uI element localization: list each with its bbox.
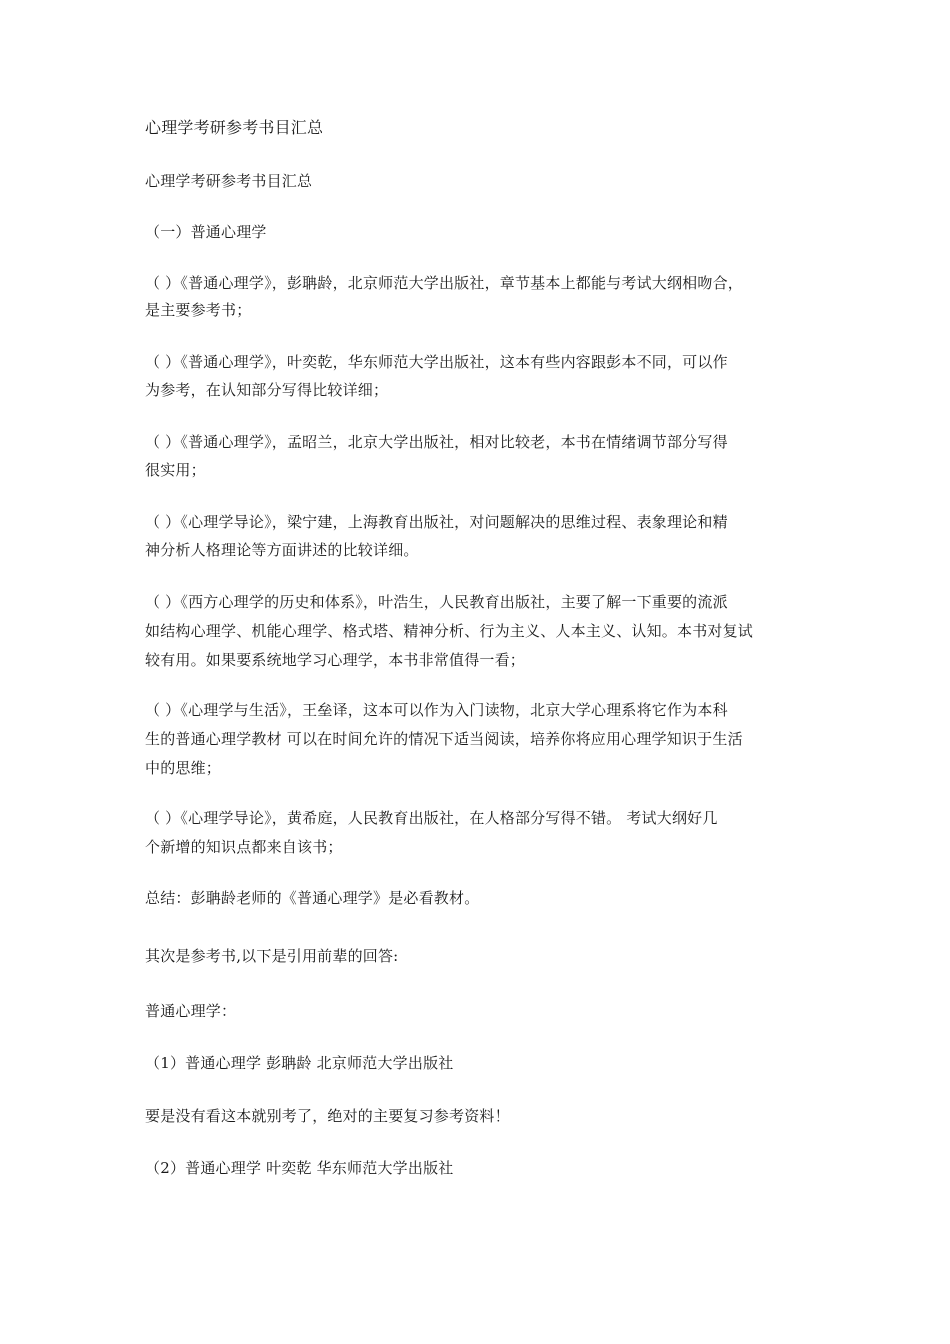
list-item-line: 个新增的知识点都来自该书； <box>145 838 343 856</box>
document-title: 心理学考研参考书目汇总 <box>145 118 324 137</box>
reference-note: 要是没有看这本就别考了，绝对的主要复习参考资料！ <box>145 1107 510 1125</box>
document-subtitle: 心理学考研参考书目汇总 <box>145 172 313 190</box>
list-item-line: （ ）《心理学与生活》，王垒译，这本可以作为入门读物，北京大学心理系将它作为本科 <box>145 701 728 719</box>
list-item-line: 为参考，在认知部分写得比较详细； <box>145 381 389 399</box>
list-item-line: （ ）《心理学导论》，黄希庭，人民教育出版社，在人格部分写得不错。 考试大纲好几 <box>145 809 718 827</box>
list-item-line: 较有用。如果要系统地学习心理学，本书非常值得一看； <box>145 651 526 669</box>
reference-item: （1）普通心理学 彭聃龄 北京师范大学出版社 <box>145 1054 454 1072</box>
list-item-line: （ ）《心理学导论》，梁宁建，上海教育出版社，对问题解决的思维过程、表象理论和精 <box>145 513 728 531</box>
section-heading: （一）普通心理学 <box>145 223 267 241</box>
reference-item: （2）普通心理学 叶奕乾 华东师范大学出版社 <box>145 1159 454 1177</box>
list-item-line: 生的普通心理学教材 可以在时间允许的情况下适当阅读，培养你将应用心理学知识于生活 <box>145 730 743 748</box>
list-item-line: （ ）《普通心理学》，孟昭兰，北京大学出版社，相对比较老，本书在情绪调节部分写得 <box>145 433 728 451</box>
next-intro-text: 其次是参考书,以下是引用前辈的回答: <box>145 947 399 965</box>
list-item-line: （ ）《西方心理学的历史和体系》，叶浩生，人民教育出版社，主要了解一下重要的流派 <box>145 593 728 611</box>
list-item-line: （ ）《普通心理学》，叶奕乾，华东师范大学出版社，这本有些内容跟彭本不同，可以作 <box>145 353 728 371</box>
list-item-line: 很实用； <box>145 461 206 479</box>
list-item-line: （ ）《普通心理学》，彭聃龄，北京师范大学出版社，章节基本上都能与考试大纲相吻合， <box>145 274 743 292</box>
list-item-line: 是主要参考书； <box>145 301 252 319</box>
list-item-line: 中的思维； <box>145 759 222 777</box>
sub-heading: 普通心理学： <box>145 1002 237 1020</box>
list-item-line: 如结构心理学、机能心理学、格式塔、精神分析、行为主义、人本主义、认知。本书对复试 <box>145 622 754 640</box>
summary-text: 总结：彭聃龄老师的《普通心理学》是必看教材。 <box>145 889 480 907</box>
list-item-line: 神分析人格理论等方面讲述的比较详细。 <box>145 541 419 559</box>
